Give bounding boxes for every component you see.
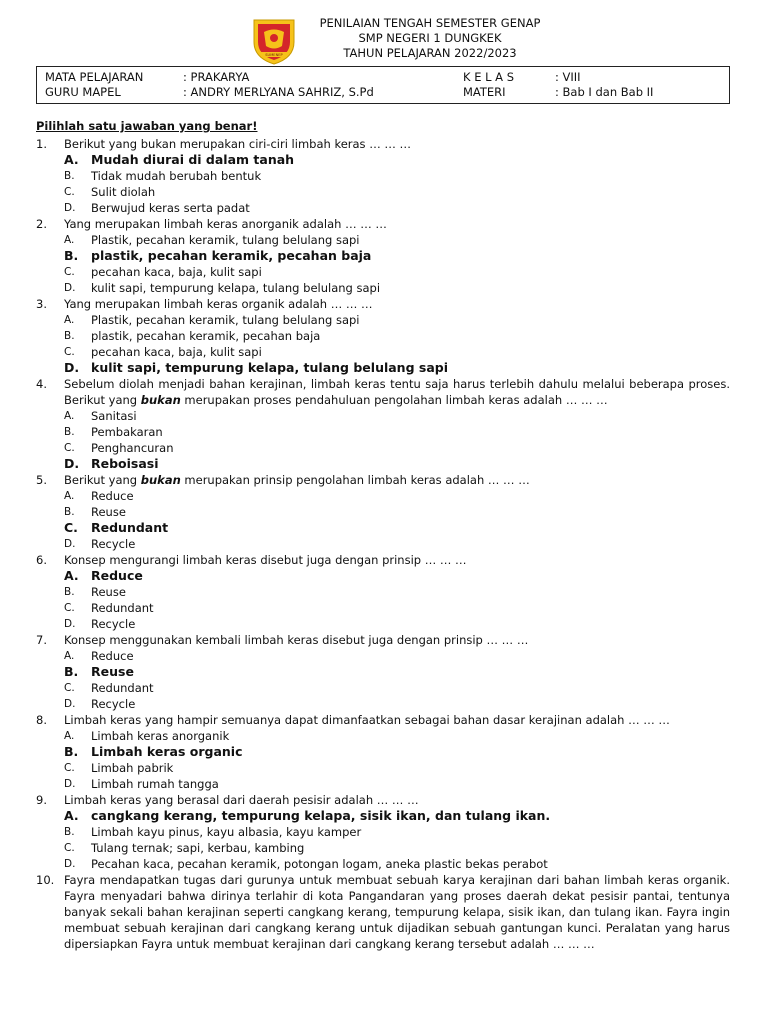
option-label: C.	[64, 520, 78, 535]
option-label: B.	[64, 330, 75, 342]
option-text: Berwujud keras serta padat	[91, 201, 250, 215]
option-label: C.	[64, 346, 75, 358]
answer-option[interactable]	[64, 536, 730, 552]
question-8	[36, 712, 730, 728]
question-10	[36, 872, 730, 952]
answer-option[interactable]	[64, 488, 730, 504]
answer-option[interactable]	[64, 248, 730, 264]
answer-option[interactable]	[64, 232, 730, 248]
question-text: Limbah keras yang hampir semuanya dapat dimanfaatkan sebagai bahan dasar kerajinan adalah … … …	[64, 713, 670, 727]
question-text	[64, 472, 730, 488]
option-text: Reduce	[91, 568, 143, 583]
question-4	[36, 376, 730, 408]
option-label: D.	[64, 456, 80, 471]
option-label: B.	[64, 426, 75, 438]
answer-option[interactable]	[64, 728, 730, 744]
answer-option[interactable]	[64, 184, 730, 200]
option-text: Plastik, pecahan keramik, tulang belulang sapi	[91, 313, 360, 327]
question-number: 4.	[36, 377, 47, 391]
option-text: Recycle	[91, 617, 136, 631]
answer-option[interactable]	[64, 152, 730, 168]
materi-value: : Bab I dan Bab II	[555, 85, 654, 99]
question-text	[64, 376, 730, 408]
instruction: Pilihlah satu jawaban yang benar!	[36, 119, 258, 133]
question-number: 9.	[36, 793, 47, 807]
questions-container	[36, 136, 730, 952]
answer-option[interactable]	[64, 584, 730, 600]
answer-option[interactable]	[64, 616, 730, 632]
question-text: Limbah keras yang berasal dari daerah pesisir adalah … … …	[64, 793, 419, 807]
header-text	[295, 16, 565, 61]
option-label: C.	[64, 842, 75, 854]
option-text: Limbah kayu pinus, kayu albasia, kayu kamper	[91, 825, 362, 839]
answer-option[interactable]	[64, 600, 730, 616]
answer-option[interactable]	[64, 744, 730, 760]
question-text: Konsep menggunakan kembali limbah keras disebut juga dengan prinsip … … …	[64, 633, 529, 647]
option-label: D.	[64, 778, 76, 790]
question-6	[36, 552, 730, 568]
option-text: Redundant	[91, 681, 154, 695]
question-text-part: merupakan prinsip pengolahan limbah keras adalah … … …	[180, 473, 530, 487]
question-emphasis: bukan	[140, 393, 181, 407]
school-logo-icon	[250, 16, 298, 66]
option-label: B.	[64, 506, 75, 518]
answer-option[interactable]	[64, 568, 730, 584]
page-header	[0, 14, 768, 68]
answer-option[interactable]	[64, 328, 730, 344]
option-text: Limbah rumah tangga	[91, 777, 219, 791]
answer-option[interactable]	[64, 808, 730, 824]
option-label: B.	[64, 664, 79, 679]
option-text: Reduce	[91, 489, 134, 503]
question-9	[36, 792, 730, 808]
question-number: 1.	[36, 137, 47, 151]
mapel-label: MATA PELAJARAN	[45, 70, 144, 84]
header-line-1: PENILAIAN TENGAH SEMESTER GENAP	[319, 16, 541, 30]
option-label: A.	[64, 568, 79, 583]
option-text: Reduce	[91, 649, 134, 663]
question-2	[36, 216, 730, 232]
option-label: C.	[64, 266, 75, 278]
guru-value: : ANDRY MERLYANA SAHRIZ, S.Pd	[183, 85, 374, 99]
option-text: Sanitasi	[91, 409, 137, 423]
option-label: C.	[64, 762, 75, 774]
subject-info-box	[36, 66, 730, 104]
option-label: D.	[64, 538, 76, 550]
question-5	[36, 472, 730, 488]
option-label: A.	[64, 808, 79, 823]
question-number: 5.	[36, 473, 47, 487]
answer-option[interactable]	[64, 824, 730, 840]
option-label: A.	[64, 730, 75, 742]
option-text: Recycle	[91, 697, 136, 711]
option-text: plastik, pecahan keramik, pecahan baja	[91, 248, 372, 263]
question-number: 7.	[36, 633, 47, 647]
option-text: Sulit diolah	[91, 185, 156, 199]
option-label: B.	[64, 586, 75, 598]
header-line-3: TAHUN PELAJARAN 2022/2023	[343, 46, 517, 60]
option-text: Penghancuran	[91, 441, 174, 455]
question-list	[36, 118, 730, 952]
option-text: Recycle	[91, 537, 136, 551]
option-text: Tidak mudah berubah bentuk	[91, 169, 262, 183]
question-text-part: merupakan proses pendahuluan pengolahan limbah keras adalah … … …	[180, 393, 608, 407]
header-line-2: SMP NEGERI 1 DUNGKEK	[358, 31, 502, 45]
option-text: Plastik, pecahan keramik, tulang belulang sapi	[91, 233, 360, 247]
option-text: Limbah pabrik	[91, 761, 174, 775]
option-label: D.	[64, 202, 76, 214]
answer-option[interactable]	[64, 696, 730, 712]
option-text: Pembakaran	[91, 425, 163, 439]
question-text: Yang merupakan limbah keras organik adalah … … …	[64, 297, 373, 311]
question-number: 8.	[36, 713, 47, 727]
question-1	[36, 136, 730, 152]
question-text: Konsep mengurangi limbah keras disebut juga dengan prinsip … … …	[64, 553, 467, 567]
answer-option[interactable]	[64, 648, 730, 664]
question-text-part: Sebelum diolah menjadi bahan kerajinan, limbah keras tentu saja harus terlebih dahulu melalui beberapa proses. Berikut yang	[64, 377, 730, 407]
option-label: C.	[64, 442, 75, 454]
guru-label: GURU MAPEL	[45, 85, 121, 99]
option-label: A.	[64, 410, 75, 422]
materi-label: MATERI	[463, 85, 506, 99]
question-number: 3.	[36, 297, 47, 311]
option-label: B.	[64, 248, 79, 263]
question-number: 6.	[36, 553, 47, 567]
kelas-label: K E L A S	[463, 70, 515, 84]
option-text: Pecahan kaca, pecahan keramik, potongan logam, aneka plastic bekas perabot	[91, 857, 548, 871]
question-text-part: Berikut yang	[64, 473, 141, 487]
option-label: C.	[64, 602, 75, 614]
answer-option[interactable]	[64, 504, 730, 520]
question-text: Fayra mendapatkan tugas dari gurunya untuk membuat sebuah karya kerajinan dari bahan limbah keras organik. Fayra menyadari bahwa dirinya terlahir di kota Pangandaran yang proses daerah dekat pesisir pantai, tentunya banyak sekali bahan kerajinan seperti cangkang kerang, tempurung kelapa, sisik ikan, dan tulang ikan. Fayra ingin membuat sebuah kerajinan dari cangkang kerang untuk dijadikan sebuah gantungan kunci. Peralatan yang harus dipersiapkan Fayra untuk membuat kerajinan dari cangkang kerang tersebut adalah … … …	[64, 873, 730, 951]
answer-option[interactable]	[64, 856, 730, 872]
option-text: Reuse	[91, 585, 126, 599]
option-text: Limbah keras anorganik	[91, 729, 230, 743]
answer-option[interactable]	[64, 760, 730, 776]
option-text: kulit sapi, tempurung kelapa, tulang belulang sapi	[91, 281, 381, 295]
question-7	[36, 632, 730, 648]
answer-option[interactable]	[64, 680, 730, 696]
option-label: D.	[64, 698, 76, 710]
answer-option[interactable]	[64, 344, 730, 360]
kelas-value: : VIII	[555, 70, 581, 84]
answer-option[interactable]	[64, 280, 730, 296]
option-text: cangkang kerang, tempurung kelapa, sisik ikan, dan tulang ikan.	[91, 808, 551, 823]
option-text: Mudah diurai di dalam tanah	[91, 152, 295, 167]
question-emphasis: bukan	[140, 473, 181, 487]
option-text: plastik, pecahan keramik, pecahan baja	[91, 329, 321, 343]
answer-option[interactable]	[64, 408, 730, 424]
question-3	[36, 296, 730, 312]
option-label: B.	[64, 744, 79, 759]
option-text: Reuse	[91, 664, 134, 679]
option-label: D.	[64, 618, 76, 630]
answer-option[interactable]	[64, 440, 730, 456]
option-label: A.	[64, 152, 79, 167]
answer-option[interactable]	[64, 200, 730, 216]
option-label: B.	[64, 170, 75, 182]
option-text: pecahan kaca, baja, kulit sapi	[91, 345, 262, 359]
question-text: Yang merupakan limbah keras anorganik adalah … … …	[64, 217, 387, 231]
option-label: A.	[64, 314, 75, 326]
option-label: C.	[64, 682, 75, 694]
question-number: 2.	[36, 217, 47, 231]
answer-option[interactable]	[64, 840, 730, 856]
option-text: Tulang ternak; sapi, kerbau, kambing	[91, 841, 305, 855]
option-label: D.	[64, 858, 76, 870]
option-text: pecahan kaca, baja, kulit sapi	[91, 265, 262, 279]
option-text: Redundant	[91, 520, 169, 535]
option-label: B.	[64, 826, 75, 838]
question-text: Berikut yang bukan merupakan ciri-ciri limbah keras … … …	[64, 137, 411, 151]
answer-option[interactable]	[64, 360, 730, 376]
option-label: A.	[64, 234, 75, 246]
option-label: D.	[64, 360, 80, 375]
option-text: Limbah keras organic	[91, 744, 243, 759]
question-number: 10.	[36, 873, 55, 887]
option-label: A.	[64, 650, 75, 662]
answer-option[interactable]	[64, 168, 730, 184]
option-label: C.	[64, 186, 75, 198]
option-label: A.	[64, 490, 75, 502]
option-label: D.	[64, 282, 76, 294]
answer-option[interactable]	[64, 312, 730, 328]
answer-option[interactable]	[64, 424, 730, 440]
logo-text: SUMENEP	[265, 53, 283, 58]
answer-option[interactable]	[64, 520, 730, 536]
option-text: Reuse	[91, 505, 126, 519]
mapel-value: : PRAKARYA	[183, 70, 250, 84]
answer-option[interactable]	[64, 776, 730, 792]
answer-option[interactable]	[64, 664, 730, 680]
option-text: Reboisasi	[91, 456, 159, 471]
option-text: kulit sapi, tempurung kelapa, tulang belulang sapi	[91, 360, 448, 375]
option-text: Redundant	[91, 601, 154, 615]
answer-option[interactable]	[64, 264, 730, 280]
answer-option[interactable]	[64, 456, 730, 472]
